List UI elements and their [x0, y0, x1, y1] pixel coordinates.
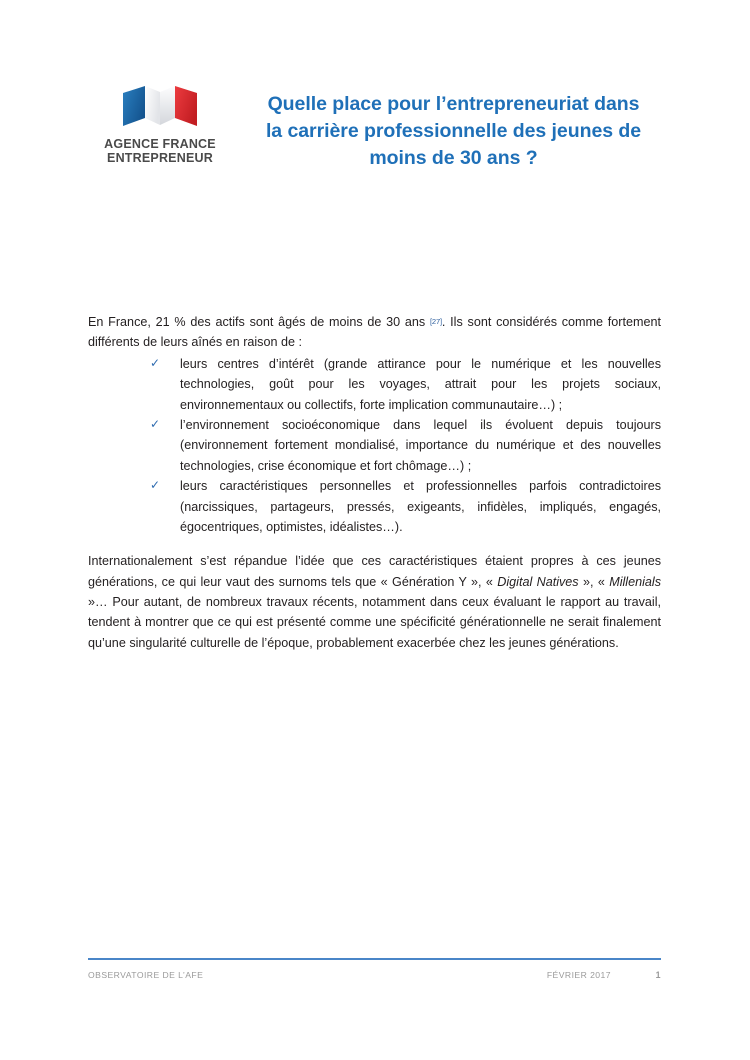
- logo-line-1: AGENCE FRANCE: [104, 137, 216, 151]
- footer-row: [88, 970, 661, 980]
- document-header: [0, 78, 750, 185]
- logo-wordmark: [104, 138, 216, 165]
- french-flag-cube-icon: [114, 82, 206, 134]
- reference-marker-27: [27]: [430, 317, 442, 326]
- conclusion-paragraph: [88, 551, 661, 653]
- list-item-text: l’environnement socioéconomique dans lequel ils évoluent depuis toujours (environnement fortement mondialisé, importance du numérique et des nouvelles technologies, crise économique et fort chômage…) ;: [180, 417, 661, 473]
- intro-paragraph: [88, 312, 661, 353]
- agence-france-entrepreneur-logo: [95, 78, 225, 165]
- footer-date: FÉVRIER 2017: [546, 969, 611, 980]
- term-digital-natives: Digital Natives: [497, 574, 579, 589]
- conclusion-text-part-1: Internationalement s’est répandue l’idée que ces caractéristiques étaient propres à ces jeunes générations, ce qui leur vaut des surnoms tels que « Génération Y », «: [88, 554, 661, 589]
- conclusion-text-part-3: »… Pour autant, de nombreux travaux récents, notamment dans ceux évaluant le rapport au travail, tendent à montrer que ce qui est présenté comme une spécificité générationnelle ne serait finalement qu’une singularité culturelle de l’époque, probablement exacerbée chez les jeunes générations.: [88, 595, 661, 650]
- list-item: [88, 354, 661, 415]
- footer-organization: OBSERVATOIRE DE L’AFE: [88, 969, 204, 980]
- page-title: [231, 91, 676, 172]
- document-footer: [88, 958, 661, 980]
- page-title-line-1: Quelle place pour l’entrepreneuriat dans: [267, 93, 640, 116]
- page-title-line-3: moins de 30 ans ?: [369, 146, 538, 169]
- list-item: [88, 415, 661, 476]
- check-icon: ✓: [150, 478, 161, 493]
- term-millenials: Millenials: [609, 574, 661, 589]
- conclusion-text-part-2: », «: [578, 574, 610, 589]
- page-title-line-2: la carrière professionnelle des jeunes de: [265, 119, 642, 142]
- characteristics-list: [88, 354, 661, 538]
- list-item: [88, 476, 661, 537]
- footer-page-number: 1: [655, 969, 661, 980]
- paragraph-spacer: [88, 537, 661, 551]
- list-item-text: leurs caractéristiques personnelles et professionnelles parfois contradictoires (narcissiques, partageurs, pressés, exigeants, infidèles, impliqués, engagés, égocentriques, optimistes, idéalistes…).: [180, 479, 661, 534]
- footer-divider: [88, 958, 661, 960]
- intro-text-before-reference: En France, 21 % des actifs sont âgés de moins de 30 ans: [88, 315, 431, 329]
- check-icon: ✓: [150, 416, 161, 431]
- list-item-text: leurs centres d’intérêt (grande attirance pour le numérique et les nouvelles technologies, goût pour les voyages, attrait pour les projets sociaux, environnementaux ou collectifs, forte implication communautaire…) ;: [180, 356, 661, 412]
- logo-line-2: ENTREPRENEUR: [107, 150, 213, 165]
- document-body: [88, 312, 661, 653]
- intro-text-after-reference: . Ils sont considérés comme fortement différents de leurs aînés en raison de :: [88, 315, 662, 350]
- check-icon: ✓: [150, 355, 161, 370]
